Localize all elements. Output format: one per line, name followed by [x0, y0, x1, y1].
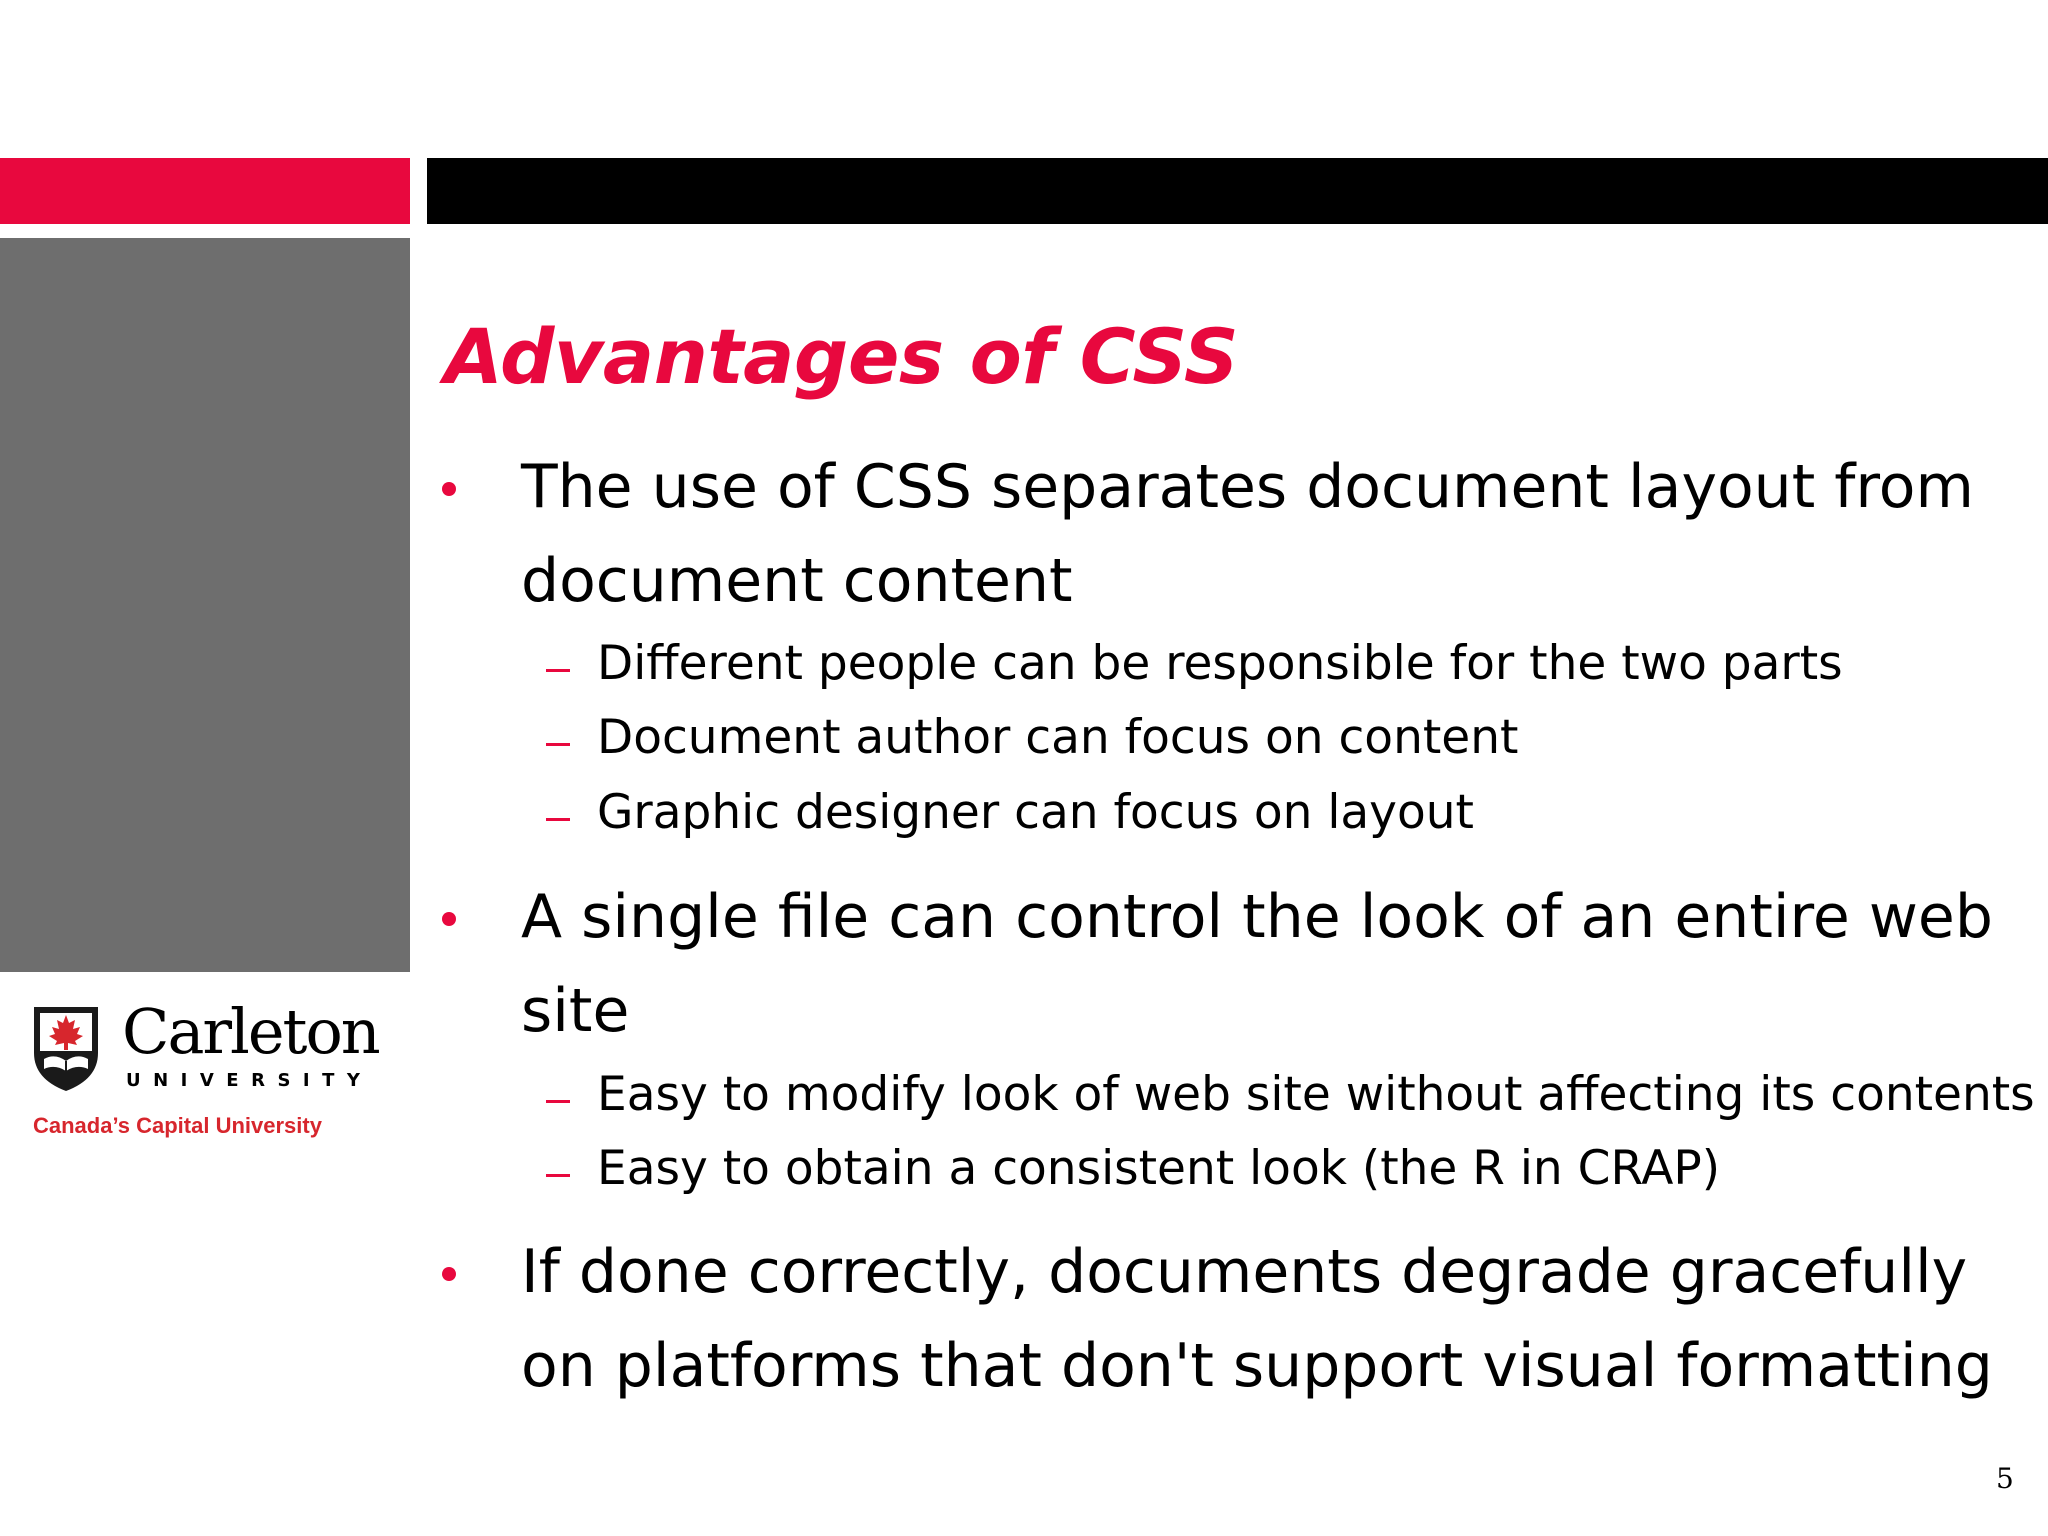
dash-icon: [546, 1174, 570, 1177]
slide-title: Advantages of CSS: [444, 312, 1239, 401]
logo-tagline: Canada’s Capital University: [33, 1113, 322, 1138]
bullet-text-line1: The use of CSS separates document layout from: [521, 452, 1974, 522]
page-number: 5: [1996, 1462, 2014, 1495]
sub-bullet-text: Easy to modify look of web site without affecting its contents: [597, 1067, 2035, 1122]
dash-icon: [546, 1100, 570, 1103]
sub-bullet-text: Easy to obtain a consistent look (the R in CRAP): [597, 1141, 1721, 1196]
dash-icon: [546, 669, 570, 672]
logo-wordmark: Carleton: [122, 995, 379, 1068]
sub-bullet-text: Document author can focus on content: [597, 710, 1519, 765]
logo-university-label: UNIVERSITY: [126, 1070, 373, 1091]
dash-icon: [546, 743, 570, 746]
bullet-text-line2: document content: [521, 546, 1073, 616]
bullet-dot-icon: [442, 482, 456, 496]
bullet-dot-icon: [442, 912, 456, 926]
bullet-text-line2: site: [521, 976, 630, 1046]
sub-bullet-text: Graphic designer can focus on layout: [597, 785, 1474, 840]
bullet-text-line1: If done correctly, documents degrade gracefully: [521, 1237, 1968, 1307]
bullet-text-line2: on platforms that don't support visual formatting: [521, 1331, 1993, 1401]
dash-icon: [546, 818, 570, 821]
sub-bullet-text: Different people can be responsible for the two parts: [597, 636, 1843, 691]
bullet-text-line1: A single file can control the look of an entire web: [521, 882, 1993, 952]
bullet-dot-icon: [442, 1267, 456, 1281]
